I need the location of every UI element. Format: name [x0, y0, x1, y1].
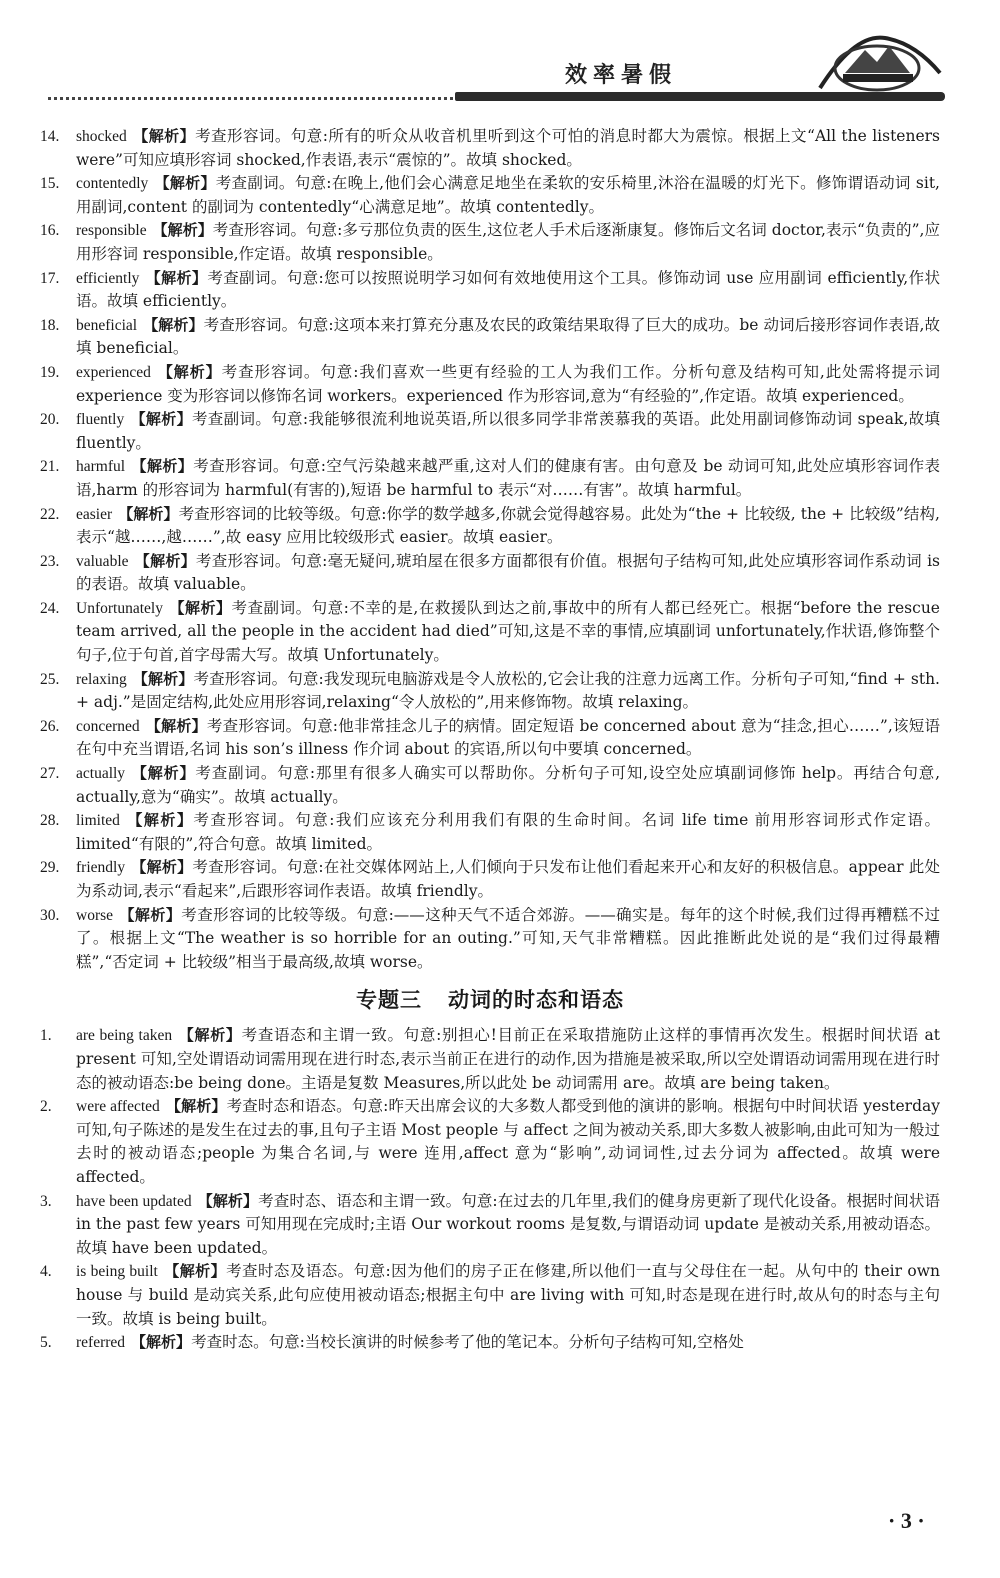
item-analysis-tag: 【解析】 [118, 504, 179, 523]
header-title: 效率暑假 [565, 63, 678, 88]
item-analysis-tag: 【解析】 [154, 174, 216, 193]
item-answer: Unfortunately [76, 599, 163, 617]
item-analysis-text: 考查形容词的比较等级。句意:你学的数学越多,你就会觉得越容易。此处为“the + 比较级, the + 比较级”结构,表示“越……,越……”,故 easy 应用比较级形式 easier。故填 easier。 [76, 504, 940, 547]
item-number: 25. [40, 670, 60, 688]
item-analysis-text: 考查形容词的比较等级。句意:——这种天气不适合郊游。——确实是。每年的这个时候,我们过得再糟糕不过了。根据上文“The weather is so horrible for an outing.”可知,天气非常糟糕。因此推断此处说的是“我们过得最糟糕”,“否定词 + 比较级”相当于最高级,故填 worse。 [76, 905, 940, 971]
item-answer: responsible [76, 222, 147, 240]
item-analysis-tag: 【解析】 [119, 905, 182, 924]
item-analysis-tag: 【解析】 [152, 221, 213, 240]
item-analysis-tag: 【解析】 [178, 1026, 242, 1045]
list-item [40, 219, 940, 266]
list-item [40, 1260, 940, 1331]
item-number: 3. [40, 1192, 52, 1210]
list-item [40, 1024, 940, 1095]
item-analysis-tag: 【解析】 [163, 1262, 227, 1281]
item-number: 26. [40, 717, 60, 735]
item-analysis-text: 考查语态和主谓一致。句意:别担心!目前正在采取措施防止这样的事情再次发生。根据时间状语 at present 可知,空处谓语动词需用现在进行时态,表示当前正在进行的动作,因为措施是被采取,所以空处谓语动词需用现在进行时态的被动语态:be being done。主语是复数 Measures,所以此处 be 动词需用 are。故填 are being taken。 [76, 1026, 940, 1092]
item-number: 30. [40, 906, 60, 924]
item-analysis-tag: 【解析】 [143, 315, 204, 334]
list-item [40, 668, 940, 715]
item-analysis-text: 考查形容词。句意:所有的听众从收音机里听到这个可怕的消息时都大为震惊。根据上文“All the listeners were”可知应填形容词 shocked,作表语,表示“震惊的”。故填 shocked。 [76, 127, 940, 169]
item-analysis-text: 考查形容词。句意:我发现玩电脑游戏是令人放松的,它会让我的注意力远离工作。分析句子可知,“find + sth. + adj.”是固定结构,此处应用形容词,relaxing“令人放松的”,用来修饰物。故填 relaxing。 [76, 669, 940, 712]
item-analysis-text: 考查副词。句意:在晚上,他们会心满意足地坐在柔软的安乐椅里,沐浴在温暖的灯光下。修饰谓语动词 sit,用副词,content 的副词为 contentedly“心满意足地”。故填 contentedly。 [76, 174, 940, 216]
list-item [40, 1095, 940, 1189]
list-item [40, 856, 940, 903]
list-item [40, 715, 940, 762]
item-answer: actually [76, 765, 126, 783]
item-analysis-text: 考查形容词。句意:我们应该充分利用我们有限的生命时间。名词 life time 前用形容词形式作定语。limited“有限的”,符合句意。故填 limited。 [76, 811, 940, 853]
section-three-list [40, 1024, 940, 1354]
item-number: 14. [40, 128, 60, 145]
section-two-list [40, 125, 940, 974]
item-number: 16. [40, 222, 60, 240]
list-item [40, 503, 940, 550]
item-answer: valuable [76, 552, 129, 570]
list-item [40, 172, 940, 219]
item-answer: are being taken [76, 1027, 173, 1045]
item-analysis-tag: 【解析】 [145, 268, 208, 287]
item-analysis-tag: 【解析】 [197, 1191, 259, 1210]
item-analysis-text: 考查形容词。句意:多亏那位负责的医生,这位老人手术后逐渐康复。修饰后文名词 doctor,表示“负责的”,应用形容词 responsible,作定语。故填 responsible。 [76, 221, 940, 263]
item-answer: shocked [76, 128, 127, 145]
list-item [40, 762, 940, 809]
item-analysis-text: 考查时态和语态。句意:昨天出席会议的大多数人都受到他的演讲的影响。根据句中时间状语 yesterday 可知,句子陈述的是发生在过去的事,且句子主语 Most people 与 affect 之间为被动关系,即大多数人被影响,由此可知为一般过去时的被动语态;people 为集合名词,与 were 连用,affect 意为“影响”,动词词性,过去分词为 affected。故填 were affected。 [76, 1097, 940, 1186]
item-analysis-text: 考查形容词。句意:我们喜欢一些更有经验的工人为我们工作。分析句意及结构可知,此处需将提示词 experience 变为形容词以修饰名词 workers。experienced 作为形容词,意为“有经验的”,作定语。故填 experienced。 [76, 362, 940, 405]
item-number: 5. [40, 1334, 52, 1352]
list-item [40, 550, 940, 597]
header-dotted-rule [48, 97, 453, 100]
item-answer: is being built [76, 1263, 158, 1281]
item-analysis-tag: 【解析】 [125, 811, 194, 830]
item-number: 19. [40, 363, 60, 381]
item-analysis-tag: 【解析】 [145, 716, 207, 735]
item-answer: limited [76, 812, 120, 830]
item-analysis-tag: 【解析】 [131, 457, 194, 476]
item-number: 28. [40, 812, 60, 830]
item-answer: fluently [76, 411, 125, 429]
item-number: 23. [40, 552, 60, 570]
item-answer: harmful [76, 458, 126, 476]
list-item [40, 361, 940, 408]
item-analysis-text: 考查副词。句意:我能够很流利地说英语,所以很多同学非常羡慕我的英语。此处用副词修饰动词 speak,故填 fluently。 [76, 410, 940, 452]
item-number: 17. [40, 269, 60, 287]
item-answer: worse [76, 906, 114, 924]
item-analysis-tag: 【解析】 [131, 858, 193, 877]
item-number: 18. [40, 316, 60, 334]
section-title-number: 专题三 [356, 988, 422, 1013]
page-number: · 3 · [888, 1508, 925, 1533]
list-item [40, 1190, 940, 1261]
item-answer: referred [76, 1334, 126, 1352]
item-answer: relaxing [76, 670, 127, 688]
item-number: 29. [40, 859, 60, 877]
item-answer: friendly [76, 859, 126, 877]
item-analysis-text: 考查副词。句意:那里有很多人确实可以帮助你。分析句子可知,设空处应填副词修饰 help。再结合句意, actually,意为“确实”。故填 actually。 [76, 764, 940, 806]
item-number: 2. [40, 1098, 52, 1116]
answer-content [40, 125, 940, 1355]
list-item [40, 809, 940, 856]
item-analysis-text: 考查形容词。句意:在社交媒体网站上,人们倾向于只发布让他们看起来开心和友好的积极信息。appear 此处为系动词,表示“看起来”,后跟形容词作表语。故填 friendly。 [76, 858, 940, 900]
item-number: 24. [40, 599, 60, 617]
list-item [40, 1331, 940, 1355]
item-number: 21. [40, 458, 60, 476]
page-header [0, 0, 1000, 110]
item-analysis-text: 考查副词。句意:不幸的是,在救援队到达之前,事故中的所有人都已经死亡。根据“before the rescue team arrived, all the people in the accident had died”可知,这是不幸的事情,应填副词 unfortunately,作状语,修饰整个句子,位于句首,首字母需大写。故填 Unfortunately。 [76, 598, 940, 665]
item-answer: easier [76, 505, 113, 523]
publisher-logo-icon [815, 28, 945, 100]
item-analysis-text: 考查形容词。句意:他非常挂念儿子的病情。固定短语 be concerned about 意为“挂念,担心……”,该短语在句中充当谓语,名词 his son’s illness 作介词 about 的宾语,所以句中要填 concerned。 [76, 716, 940, 759]
item-answer: efficiently [76, 269, 140, 287]
item-analysis-text: 考查时态及语态。句意:因为他们的房子正在修建,所以他们一直与父母住在一起。从句中的 their own house 与 build 是动宾关系,此句应使用被动语态;根据主句中 are living with 可知,时态是现在进行时,故从句的时态与主句一致。故填 is being built。 [76, 1262, 940, 1328]
item-analysis-tag: 【解析】 [134, 551, 196, 570]
item-answer: have been updated [76, 1192, 192, 1210]
item-analysis-tag: 【解析】 [130, 410, 192, 429]
item-number: 22. [40, 505, 60, 523]
item-number: 1. [40, 1027, 52, 1045]
item-analysis-tag: 【解析】 [132, 127, 196, 145]
item-analysis-tag: 【解析】 [168, 598, 232, 617]
item-number: 4. [40, 1263, 52, 1281]
list-item [40, 455, 940, 502]
list-item [40, 314, 940, 361]
list-item [40, 408, 940, 455]
item-analysis-text: 考查形容词。句意:空气污染越来越严重,这对人们的健康有害。由句意及 be 动词可知,此处应填形容词作表语,harm 的形容词为 harmful(有害的),短语 be harmful to 表示“对……有害”。故填 harmful。 [76, 457, 940, 499]
item-analysis-text: 考查时态。句意:当校长演讲的时候参考了他的笔记本。分析句子结构可知,空格处 [191, 1333, 744, 1352]
list-item [40, 267, 940, 314]
item-analysis-text: 考查副词。句意:您可以按照说明学习如何有效地使用这个工具。修饰动词 use 应用副词 efficiently,作状语。故填 efficiently。 [76, 268, 940, 311]
item-analysis-tag: 【解析】 [156, 362, 222, 381]
item-answer: experienced [76, 363, 151, 381]
item-analysis-tag: 【解析】 [131, 764, 196, 783]
item-number: 15. [40, 175, 60, 193]
item-analysis-text: 考查时态、语态和主谓一致。句意:在过去的几年里,我们的健身房更新了现代化设备。根据时间状语 in the past few years 可知用现在完成时;主语 Our workout rooms 是复数,与谓语动词 update 是被动关系,用被动语态。故填 have been updated。 [76, 1191, 940, 1257]
section-title-text: 动词的时态和语态 [448, 988, 624, 1013]
item-answer: beneficial [76, 316, 138, 334]
item-answer: contentedly [76, 175, 149, 193]
list-item [40, 904, 940, 975]
item-analysis-tag: 【解析】 [131, 1333, 192, 1352]
item-answer: concerned [76, 717, 140, 735]
item-number: 27. [40, 765, 60, 783]
list-item [40, 125, 940, 172]
item-number: 20. [40, 411, 60, 429]
section-title [40, 984, 940, 1014]
item-answer: were affected [76, 1098, 160, 1116]
item-analysis-tag: 【解析】 [132, 669, 194, 688]
item-analysis-text: 考查形容词。句意:毫无疑问,琥珀屋在很多方面都很有价值。根据句子结构可知,此处应填形容词作系动词 is 的表语。故填 valuable。 [76, 551, 940, 594]
item-analysis-tag: 【解析】 [165, 1097, 227, 1116]
item-analysis-text: 考查形容词。句意:这项本来打算充分惠及农民的政策结果取得了巨大的成功。be 动词后接形容词作表语,故填 beneficial。 [76, 315, 940, 358]
list-item [40, 597, 940, 668]
